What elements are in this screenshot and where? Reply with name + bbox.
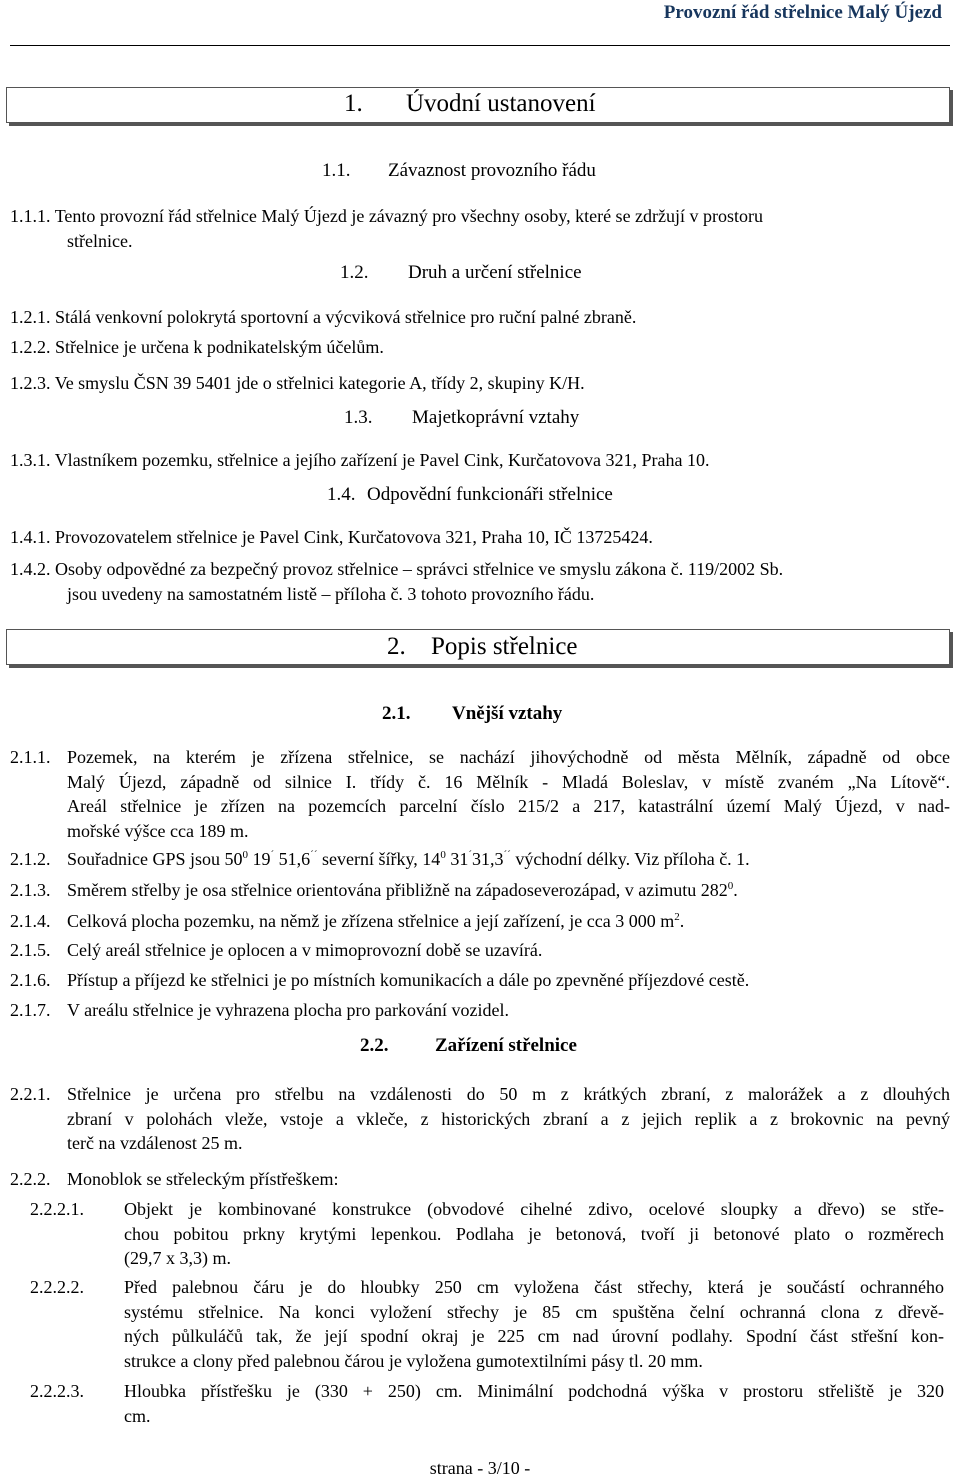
paragraph-2-1-6: [10, 968, 950, 994]
paragraph-1-1-1-cont: [67, 229, 947, 254]
paragraph-2-1-2: [10, 847, 950, 873]
text-run: .: [679, 911, 685, 931]
paragraph-number: 2.1.4.: [10, 911, 51, 931]
text-run: 31: [445, 849, 469, 869]
paragraph-text: [124, 1197, 944, 1271]
paragraph-text: Stálá venkovní polokrytá sportovní a výcviková střelnice pro ruční palné zbraně.: [55, 307, 637, 327]
paragraph-number: 2.2.2.1.: [30, 1199, 84, 1219]
paragraph-number: 1.2.1.: [10, 307, 51, 327]
superscript: 2: [674, 911, 680, 923]
paragraph-text: Vlastníkem pozemku, střelnice a jejího zařízení je Pavel Cink, Kurčatovova 321, Praha 10.: [54, 450, 710, 470]
text-run: východní délky. Viz příloha č. 1.: [510, 849, 750, 869]
subsection-title: Odpovědní funkcionáři střelnice: [367, 484, 613, 505]
paragraph-2-1-5: [10, 938, 950, 964]
paragraph-1-2-1: [10, 305, 950, 330]
text-line: (29,7 x 3,3) m.: [124, 1248, 231, 1268]
text-run: 31,3: [471, 849, 504, 869]
subsection-title: Závaznost provozního řádu: [388, 160, 596, 181]
paragraph-1-4-1: [10, 525, 950, 550]
paragraph-number: 1.4.2.: [10, 559, 51, 579]
superscript: 0: [440, 849, 446, 861]
text-line: Areál střelnice je zřízen na pozemcích parcelní číslo 215/2 a 217, katastrální území Malý Újezd, v nad-: [67, 796, 950, 816]
text-run: Celková plocha pozemku, na němž je zřízena střelnice a její zařízení, je cca 3 000 m: [67, 911, 675, 931]
superscript: ´´: [310, 849, 318, 861]
text-run: Směrem střelby je osa střelnice orientována přibližně na západoseverozápad, v azimutu 282: [67, 880, 728, 900]
paragraph-text: [124, 1379, 944, 1428]
paragraph-text: V areálu střelnice je vyhrazena plocha pro parkování vozidel.: [67, 1000, 509, 1020]
text-line: strukce a clony před palebnou čárou je vyložena gumotextilními pásy tl. 20 mm.: [124, 1350, 703, 1371]
superscript: ´´: [503, 849, 511, 861]
section-1-heading: [344, 90, 596, 118]
paragraph-1-1-1: [10, 204, 950, 229]
paragraph-text: [67, 1082, 950, 1156]
subsection-2-2-heading: [360, 1035, 577, 1057]
subsection-number: 1.2.: [340, 262, 369, 283]
paragraph-number: 2.2.2.: [10, 1169, 51, 1189]
paragraph-text: Osoby odpovědné za bezpečný provoz střelnice – správci střelnice ve smyslu zákona č. 119/2002 Sb.: [55, 559, 784, 579]
subsection-1-2-heading: [340, 262, 582, 284]
paragraph-number: 1.2.3.: [10, 373, 51, 393]
text-line: ných půlkuláčů tak, že její spodní okraj je 225 cm nad úrovní podlahy. Spodní část střešní kon-: [124, 1326, 944, 1346]
paragraph-number: 2.2.2.3.: [30, 1381, 84, 1401]
page-number-footer: strana - 3/10 -: [429, 1458, 531, 1478]
paragraph-2-1-4: [10, 909, 950, 935]
subsection-1-4-heading: [327, 484, 613, 506]
paragraph-number: 2.1.2.: [10, 849, 51, 869]
subsection-1-1-heading: [322, 160, 596, 182]
subsection-1-3-heading: [344, 407, 579, 429]
paragraph-2-2-2-2: [30, 1275, 950, 1375]
paragraph-2-2-2-1: [30, 1197, 950, 1273]
superscript: 0: [727, 880, 734, 892]
subsection-title: Druh a určení střelnice: [408, 262, 582, 283]
paragraph-number: 2.1.6.: [10, 970, 51, 990]
paragraph-number: 1.1.1.: [10, 206, 51, 226]
superscript: ´: [468, 849, 472, 861]
paragraph-number: 2.1.5.: [10, 940, 51, 960]
text-line: systému střelnice. Na konci vyložení střechy je 85 cm spuštěna čelní ochranná clona z dřevě-: [124, 1301, 944, 1322]
paragraph-number: 1.4.1.: [10, 527, 51, 547]
paragraph-2-1-3: [10, 878, 950, 904]
header-title: Provozní řád střelnice Malý Újezd: [663, 2, 942, 23]
subsection-title: Vnější vztahy: [452, 703, 563, 724]
text-line: mořské výšce cca 189 m.: [67, 820, 249, 841]
superscript: ´: [270, 849, 275, 861]
text-run: 51,6: [274, 849, 311, 869]
subsection-2-1-heading: [382, 703, 562, 725]
paragraph-text: Ve smyslu ČSN 39 5401 jde o střelnici kategorie A, třídy 2, skupiny K/H.: [54, 373, 585, 393]
text-run: 19: [248, 849, 271, 869]
text-line: Objekt je kombinované konstrukce (obvodové cihelné zdivo, ocelové sloupky a dřevo) se stře-: [124, 1199, 944, 1219]
paragraph-number: 2.1.3.: [10, 880, 51, 900]
text-run: severní šířky, 14: [317, 849, 441, 869]
subsection-title: Majetkoprávní vztahy: [412, 407, 580, 428]
section-title: Popis střelnice: [431, 633, 578, 660]
paragraph-text: střelnice.: [67, 231, 133, 251]
paragraph-text: Tento provozní řád střelnice Malý Újezd je závazný pro všechny osoby, které se zdržují v prostoru: [54, 206, 764, 226]
section-number: 2.: [387, 633, 406, 660]
subsection-title: Zařízení střelnice: [435, 1035, 577, 1056]
subsection-number: 1.4.: [327, 484, 356, 505]
paragraph-text: Monoblok se střeleckým přístřeškem:: [67, 1169, 339, 1189]
paragraph-2-2-2: [10, 1167, 950, 1193]
paragraph-number: 2.2.1.: [10, 1084, 51, 1104]
text-line: cm.: [124, 1405, 151, 1426]
paragraph-text: Přístup a příjezd ke střelnici je po místních komunikacích a dále po zpevněné příjezdové cestě.: [67, 970, 750, 990]
paragraph-1-4-2: [10, 557, 950, 582]
text-run: .: [733, 880, 738, 900]
paragraph-2-2-2-3: [30, 1379, 950, 1431]
text-line: chou pobitou prkny krytými lepenkou. Podlaha je betonová, tvoří ji betonové plato o rozměrech: [124, 1223, 944, 1244]
subsection-number: 2.2.: [360, 1035, 389, 1056]
paragraph-text: [67, 909, 950, 934]
paragraph-text: [67, 878, 950, 903]
paragraph-2-2-1: [10, 1082, 950, 1158]
text-line: Hloubka přístřešku je (330 + 250) cm. Minimální podchodná výška v prostoru střeliště je 320: [124, 1381, 944, 1401]
paragraph-number: 2.1.7.: [10, 1000, 51, 1020]
text-run: Souřadnice GPS jsou 50: [67, 849, 243, 869]
text-line: terč na vzdálenost 25 m.: [67, 1133, 243, 1153]
section-number: 1.: [344, 90, 363, 117]
paragraph-1-3-1: [10, 448, 950, 473]
paragraph-text: [67, 847, 950, 872]
paragraph-number: 1.2.2.: [10, 337, 51, 357]
text-line: Malý Újezd, západně od silnice I. třídy č. 16 Mělník - Mladá Boleslav, v místě zvaném „Na Lítově“.: [67, 771, 950, 792]
paragraph-text: jsou uvedeny na samostatném listě – příloha č. 3 tohoto provozního řádu.: [67, 584, 595, 604]
paragraph-number: 2.2.2.2.: [30, 1277, 84, 1297]
paragraph-1-2-2: [10, 335, 950, 360]
paragraph-number: 2.1.1.: [10, 747, 51, 767]
paragraph-text: Celý areál střelnice je oplocen a v mimoprovozní době se uzavírá.: [67, 940, 543, 960]
text-line: Pozemek, na kterém je zřízena střelnice, se nachází jihovýchodně od města Mělník, západně od obce: [67, 747, 950, 767]
paragraph-2-1-1: [10, 745, 950, 845]
paragraph-1-4-2-cont: [67, 582, 947, 607]
text-line: zbraní v polohách vleže, vstoje a vkleče, z historických zbraní a z jejich replik a z brokovnic na pevný: [67, 1108, 950, 1129]
paragraph-number: 1.3.1.: [10, 450, 51, 470]
header-rule: [10, 45, 950, 46]
paragraph-text: [67, 745, 950, 843]
subsection-number: 1.1.: [322, 160, 351, 181]
section-2-heading: [387, 633, 578, 661]
paragraph-2-1-7: [10, 998, 950, 1024]
paragraph-text: Střelnice je určena k podnikatelským účelům.: [55, 337, 384, 357]
section-title: Úvodní ustanovení: [406, 90, 596, 117]
superscript: 0: [242, 849, 248, 861]
paragraph-text: [124, 1275, 944, 1373]
text-line: Před palebnou čáru je do hloubky 250 cm vyložena část střechy, která je součástí ochranného: [124, 1277, 944, 1297]
subsection-number: 2.1.: [382, 703, 411, 724]
paragraph-1-2-3: [10, 371, 950, 396]
subsection-number: 1.3.: [344, 407, 373, 428]
paragraph-text: Provozovatelem střelnice je Pavel Cink, Kurčatovova 321, Praha 10, IČ 13725424.: [55, 527, 653, 547]
text-line: Střelnice je určena pro střelbu na vzdálenosti do 50 m z krátkých zbraní, z malorážek a z dlouhých: [67, 1084, 950, 1104]
